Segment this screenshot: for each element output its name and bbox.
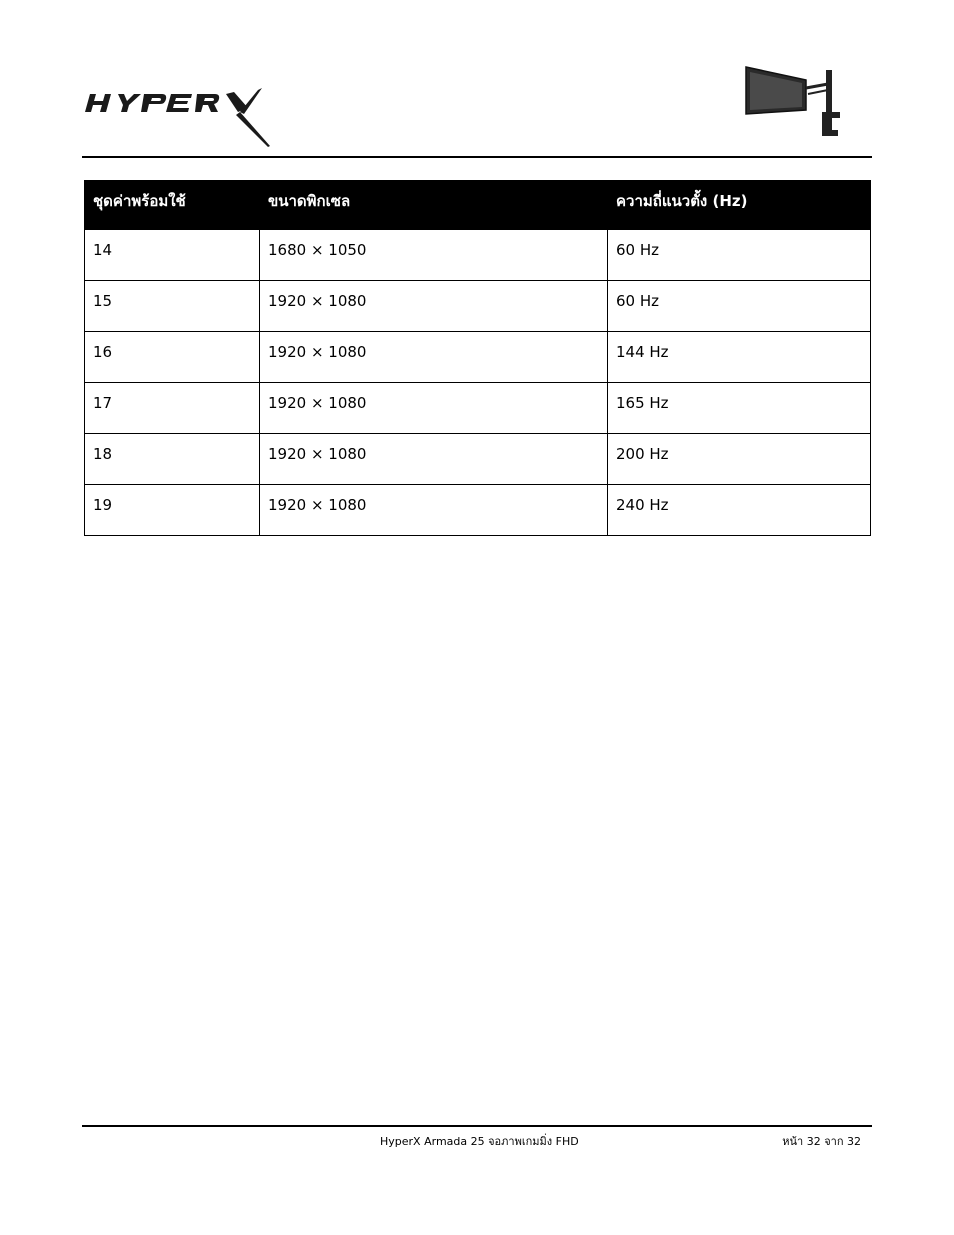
table-row: [85, 383, 871, 434]
table-cell: 60 Hz: [608, 230, 871, 281]
footer-document-title: HyperX Armada 25 จอภาพเกมมิ่ง FHD: [380, 1135, 579, 1148]
footer-divider: [82, 1125, 872, 1127]
table-cell: 1680 × 1050: [260, 230, 608, 281]
table-cell: 16: [85, 332, 260, 383]
table-cell: 1920 × 1080: [260, 383, 608, 434]
table-cell: 240 Hz: [608, 485, 871, 536]
resolution-table: [84, 180, 871, 536]
table-header-row: [85, 181, 871, 230]
table-cell: 19: [85, 485, 260, 536]
table-row: [85, 281, 871, 332]
table-cell: 17: [85, 383, 260, 434]
table-cell: 14: [85, 230, 260, 281]
table-cell: 200 Hz: [608, 434, 871, 485]
hyperx-logo: [84, 88, 270, 148]
table-cell: 15: [85, 281, 260, 332]
table-cell: 1920 × 1080: [260, 332, 608, 383]
table-cell: 1920 × 1080: [260, 434, 608, 485]
footer-page-number: หน้า 32 จาก 32: [782, 1135, 861, 1148]
table-row: [85, 434, 871, 485]
table-cell: 165 Hz: [608, 383, 871, 434]
monitor-on-arm-icon: [742, 64, 842, 140]
table-row: [85, 485, 871, 536]
column-header-pixel-format: ขนาดพิกเซล: [260, 181, 608, 230]
table-cell: 1920 × 1080: [260, 281, 608, 332]
table-cell: 18: [85, 434, 260, 485]
table-cell: 60 Hz: [608, 281, 871, 332]
table-row: [85, 332, 871, 383]
column-header-preset: ชุดค่าพร้อมใช้: [85, 181, 260, 230]
column-header-refresh-rate: ความถี่แนวตั้ง (Hz): [608, 181, 871, 230]
table-cell: 1920 × 1080: [260, 485, 608, 536]
header-divider: [82, 156, 872, 158]
table-row: [85, 230, 871, 281]
table-cell: 144 Hz: [608, 332, 871, 383]
